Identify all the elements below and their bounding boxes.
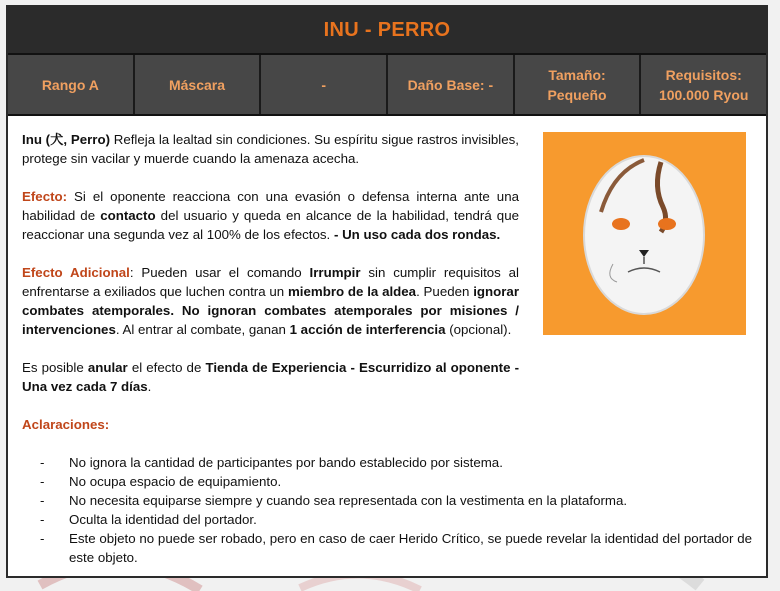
extra-effect-paragraph	[22, 263, 519, 339]
clarifications-heading	[22, 415, 519, 434]
title-bar	[8, 7, 766, 55]
list-item-text: No ignora la cantidad de participantes por bando establecido por sistema.	[69, 455, 503, 470]
effect-text-1: Si el oponente reacciona con una evasión o defensa interna ante una habilidad de	[22, 189, 519, 223]
extra-text-3: . Pueden	[416, 284, 474, 299]
stat-slot: -	[261, 55, 388, 114]
effect-bold-1: contacto	[100, 208, 156, 223]
list-item	[22, 472, 752, 491]
extra-bold-3: ignorar combates atemporales. No ignoran combates atemporales por misiones / intervenciones	[22, 284, 519, 337]
mask-image	[543, 132, 746, 335]
extra-bold-1: Irrumpir	[309, 265, 361, 280]
extra-bold-2: miembro de la aldea	[287, 284, 417, 299]
extra-text-5: (opcional).	[445, 322, 512, 337]
stat-type: Máscara	[135, 55, 262, 114]
list-item-text: No necesita equiparse siempre y cuando sea representada con la vestimenta en la plataforma.	[69, 493, 628, 508]
dog-mask-icon	[543, 132, 746, 335]
clarifications-list	[22, 453, 752, 567]
list-item	[22, 529, 752, 567]
stat-req-value: 100.000 Ryou	[658, 86, 749, 103]
effect-paragraph	[22, 187, 519, 244]
extra-text-4: . Al entrar al combate, ganan	[115, 322, 290, 337]
item-description	[8, 116, 766, 567]
cancel-text-1: Es posible	[22, 360, 88, 375]
list-dash: -	[40, 531, 45, 546]
extra-bold-4: 1 acción de interferencia	[289, 322, 446, 337]
stat-size	[515, 55, 642, 114]
stat-rank: Rango A	[8, 55, 135, 114]
extra-text-1: : Pueden usar el comando	[129, 265, 310, 280]
cancel-text-2: el efecto de	[127, 360, 206, 375]
cancel-paragraph	[22, 358, 519, 396]
extra-effect-label: Efecto Adicional	[22, 265, 130, 280]
list-item	[22, 491, 752, 510]
intro-text: Refleja la lealtad sin condiciones. Su espíritu sigue rastros invisibles, protege sin vacilar y muerde cuando la amenaza acecha.	[22, 132, 519, 166]
effect-bold-2: - Un uso cada dos rondas.	[333, 227, 501, 242]
clarifications-label: Aclaraciones:	[22, 417, 110, 432]
intro-paragraph	[22, 130, 519, 168]
cancel-bold-1: anular	[87, 360, 128, 375]
list-dash: -	[40, 474, 45, 489]
item-name: Inu (犬, Perro)	[22, 132, 111, 147]
list-item-text: Oculta la identidad del portador.	[69, 512, 257, 527]
list-item	[22, 453, 752, 472]
cancel-text-3: .	[147, 379, 152, 394]
stat-req-label: Requisitos:	[665, 66, 742, 83]
list-dash: -	[40, 512, 45, 527]
effect-label: Efecto:	[22, 189, 68, 204]
item-title: INU - PERRO	[323, 18, 451, 41]
stat-size-label: Tamaño:	[548, 66, 606, 83]
list-item-text: Este objeto no puede ser robado, pero en caso de caer Herido Crítico, se puede revelar la identidad del portador de este objeto.	[69, 531, 752, 565]
list-dash: -	[40, 493, 45, 508]
cancel-bold-2: Tienda de Experiencia - Escurridizo al oponente - Una vez cada 7 días	[22, 360, 519, 394]
stat-requirements	[641, 55, 766, 114]
item-card	[6, 5, 768, 578]
list-item-text: No ocupa espacio de equipamiento.	[69, 474, 282, 489]
list-dash: -	[40, 455, 45, 470]
stats-row	[8, 55, 766, 116]
list-item	[22, 510, 752, 529]
stat-size-value: Pequeño	[547, 86, 607, 103]
extra-text-2: sin cumplir requisitos al enfrentarse a exiliados que luchen contra un	[22, 265, 519, 299]
effect-text-2: del usuario y queda en alcance de la habilidad, tendrá que reaccionar una segunda vez al 100% de los efectos.	[22, 208, 519, 242]
stat-damage: Daño Base: -	[388, 55, 515, 114]
